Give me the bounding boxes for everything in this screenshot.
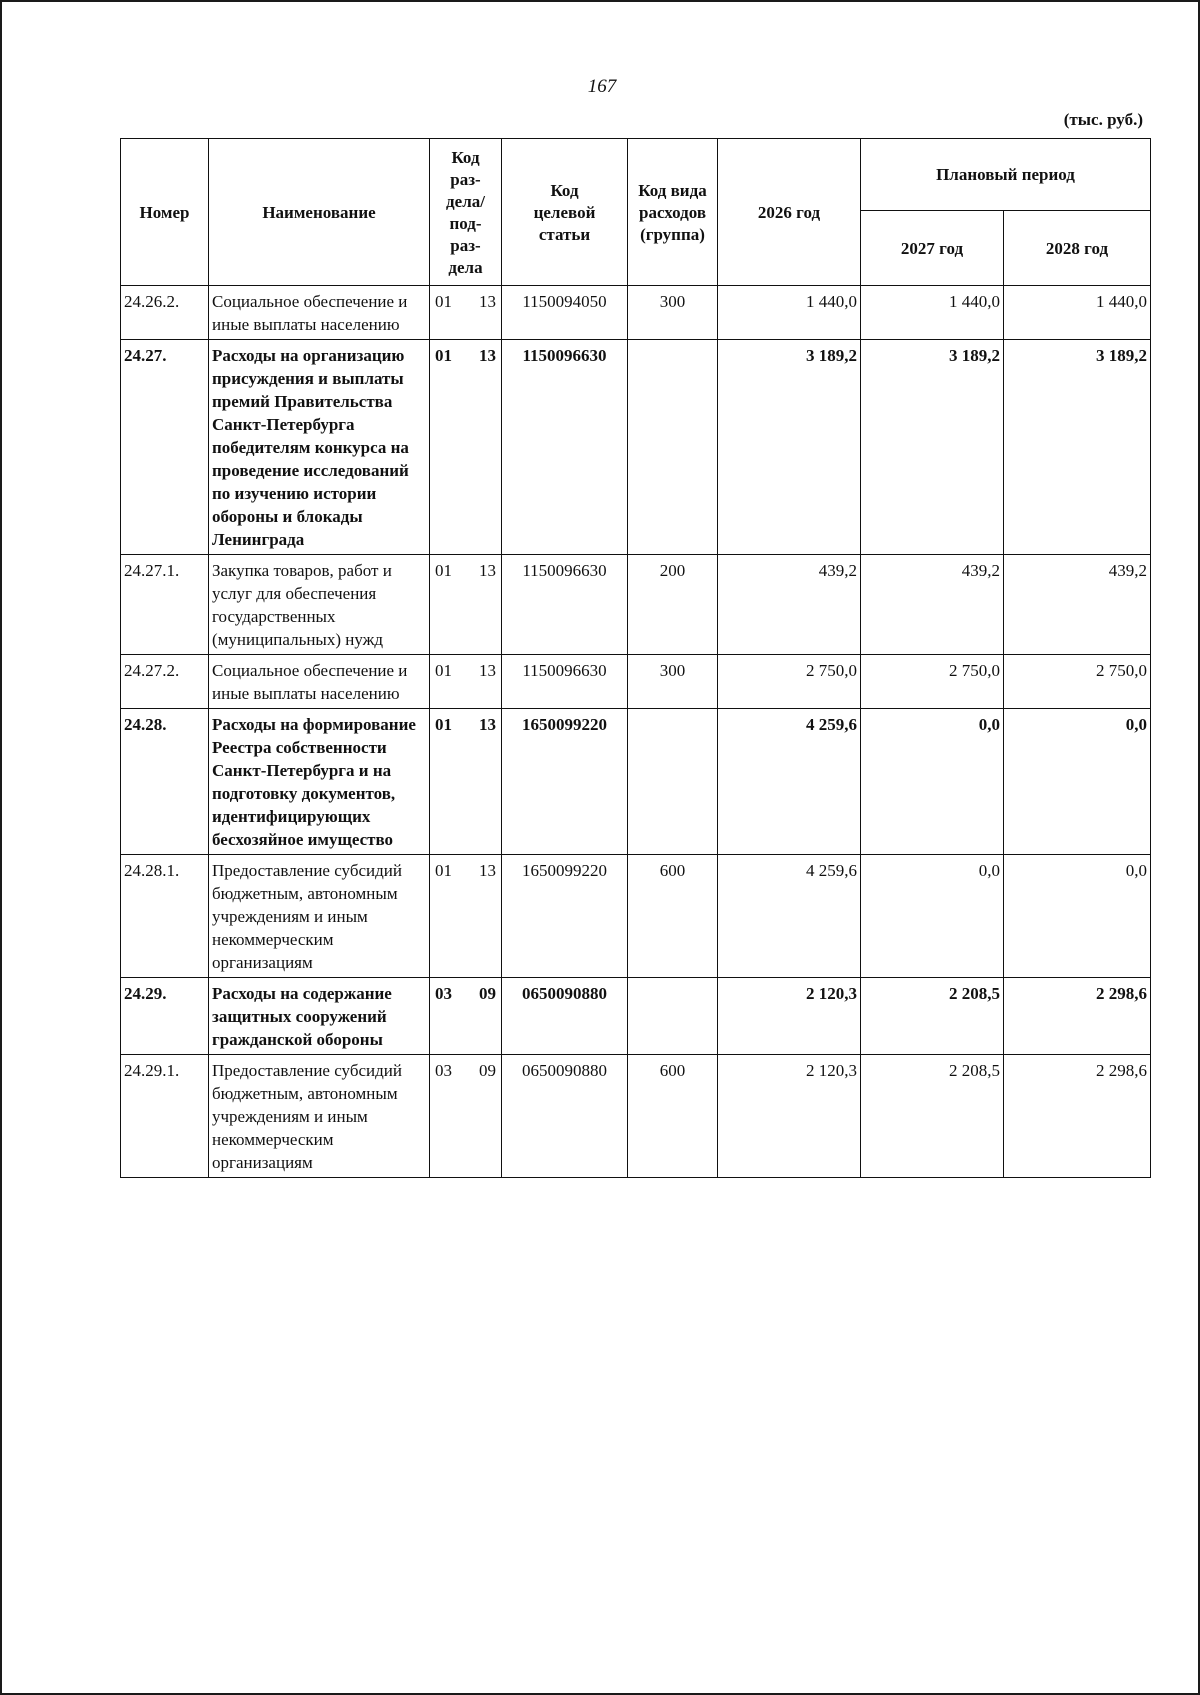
row-number: 24.28.1. xyxy=(121,855,209,978)
row-target-code: 1650099220 xyxy=(502,709,628,855)
row-expense-type: 300 xyxy=(628,286,718,340)
row-name: Социальное обеспечение и иные выплаты населению xyxy=(209,655,430,709)
row-section: 01 xyxy=(435,292,452,311)
row-amount-2028: 439,2 xyxy=(1004,555,1151,655)
row-amount-2028: 2 298,6 xyxy=(1004,1055,1151,1178)
row-section: 01 xyxy=(435,715,452,734)
row-number: 24.27.2. xyxy=(121,655,209,709)
row-subsection: 13 xyxy=(479,661,496,680)
row-subsection: 09 xyxy=(479,984,496,1003)
header-number: Номер xyxy=(121,139,209,286)
row-target-code: 1150096630 xyxy=(502,340,628,555)
row-number: 24.27.1. xyxy=(121,555,209,655)
row-amount-2028: 1 440,0 xyxy=(1004,286,1151,340)
row-section: 01 xyxy=(435,346,452,365)
header-name: Наименование xyxy=(209,139,430,286)
row-target-code: 0650090880 xyxy=(502,978,628,1055)
row-name: Предоставление субсидий бюджетным, автономным учреждениям и иным некоммерческим организациям xyxy=(209,1055,430,1178)
row-expense-type xyxy=(628,340,718,555)
row-section: 01 xyxy=(435,861,452,880)
table-row xyxy=(121,709,1151,855)
row-amount-2026: 2 120,3 xyxy=(718,1055,861,1178)
header-expense-type: Код вида расходов (группа) xyxy=(628,139,718,286)
row-number: 24.29.1. xyxy=(121,1055,209,1178)
row-target-code: 1650099220 xyxy=(502,855,628,978)
row-section-code xyxy=(430,978,502,1055)
row-amount-2027: 439,2 xyxy=(861,555,1004,655)
row-amount-2026: 1 440,0 xyxy=(718,286,861,340)
header-section-code: Код раз- дела/ под- раз- дела xyxy=(430,139,502,286)
row-amount-2028: 2 298,6 xyxy=(1004,978,1151,1055)
row-name: Расходы на содержание защитных сооружений гражданской обороны xyxy=(209,978,430,1055)
row-amount-2028: 0,0 xyxy=(1004,709,1151,855)
row-section-code xyxy=(430,655,502,709)
row-name: Расходы на формирование Реестра собственности Санкт-Петербурга и на подготовку документов, идентифицирующих бесхозяйное имущество xyxy=(209,709,430,855)
table-row xyxy=(121,286,1151,340)
row-number: 24.27. xyxy=(121,340,209,555)
table-row xyxy=(121,655,1151,709)
row-section-code xyxy=(430,1055,502,1178)
row-expense-type: 200 xyxy=(628,555,718,655)
row-expense-type xyxy=(628,978,718,1055)
row-amount-2027: 2 750,0 xyxy=(861,655,1004,709)
row-target-code: 1150096630 xyxy=(502,555,628,655)
row-amount-2026: 3 189,2 xyxy=(718,340,861,555)
header-2026: 2026 год xyxy=(718,139,861,286)
header-planned-period: Плановый период xyxy=(861,139,1151,211)
row-amount-2027: 2 208,5 xyxy=(861,978,1004,1055)
row-number: 24.29. xyxy=(121,978,209,1055)
budget-table xyxy=(120,138,1151,1178)
table-header xyxy=(121,139,1151,286)
row-amount-2026: 2 120,3 xyxy=(718,978,861,1055)
row-section: 03 xyxy=(435,984,452,1003)
row-amount-2027: 2 208,5 xyxy=(861,1055,1004,1178)
header-target-code: Код целевой статьи xyxy=(502,139,628,286)
row-target-code: 1150094050 xyxy=(502,286,628,340)
row-subsection: 09 xyxy=(479,1061,496,1080)
table-row xyxy=(121,340,1151,555)
row-expense-type: 600 xyxy=(628,855,718,978)
row-target-code: 1150096630 xyxy=(502,655,628,709)
row-amount-2026: 4 259,6 xyxy=(718,855,861,978)
row-amount-2026: 2 750,0 xyxy=(718,655,861,709)
row-amount-2027: 3 189,2 xyxy=(861,340,1004,555)
table-body xyxy=(121,286,1151,1178)
row-section-code xyxy=(430,286,502,340)
row-section-code xyxy=(430,555,502,655)
units-label: (тыс. руб.) xyxy=(1063,110,1143,129)
row-number: 24.28. xyxy=(121,709,209,855)
row-number: 24.26.2. xyxy=(121,286,209,340)
row-expense-type: 600 xyxy=(628,1055,718,1178)
row-target-code: 0650090880 xyxy=(502,1055,628,1178)
row-name: Социальное обеспечение и иные выплаты населению xyxy=(209,286,430,340)
row-amount-2027: 0,0 xyxy=(861,855,1004,978)
row-amount-2028: 0,0 xyxy=(1004,855,1151,978)
row-section: 01 xyxy=(435,561,452,580)
row-name: Предоставление субсидий бюджетным, автономным учреждениям и иным некоммерческим организациям xyxy=(209,855,430,978)
row-section: 03 xyxy=(435,1061,452,1080)
row-section-code xyxy=(430,855,502,978)
row-subsection: 13 xyxy=(479,861,496,880)
table-row xyxy=(121,1055,1151,1178)
table-row xyxy=(121,978,1151,1055)
row-amount-2028: 3 189,2 xyxy=(1004,340,1151,555)
row-subsection: 13 xyxy=(479,715,496,734)
row-amount-2026: 4 259,6 xyxy=(718,709,861,855)
row-section: 01 xyxy=(435,661,452,680)
table-row xyxy=(121,555,1151,655)
row-subsection: 13 xyxy=(479,346,496,365)
header-2027: 2027 год xyxy=(861,211,1004,286)
row-expense-type xyxy=(628,709,718,855)
table-row xyxy=(121,855,1151,978)
row-expense-type: 300 xyxy=(628,655,718,709)
row-amount-2027: 1 440,0 xyxy=(861,286,1004,340)
header-2028: 2028 год xyxy=(1004,211,1151,286)
row-section-code xyxy=(430,340,502,555)
page-number: 167 xyxy=(587,76,617,97)
row-section-code xyxy=(430,709,502,855)
row-name: Закупка товаров, работ и услуг для обеспечения государственных (муниципальных) нужд xyxy=(209,555,430,655)
row-amount-2028: 2 750,0 xyxy=(1004,655,1151,709)
row-amount-2027: 0,0 xyxy=(861,709,1004,855)
row-subsection: 13 xyxy=(479,561,496,580)
row-amount-2026: 439,2 xyxy=(718,555,861,655)
row-name: Расходы на организацию присуждения и выплаты премий Правительства Санкт-Петербурга победителям конкурса на проведение исследований по изучению истории обороны и блокады Ленинграда xyxy=(209,340,430,555)
row-subsection: 13 xyxy=(479,292,496,311)
